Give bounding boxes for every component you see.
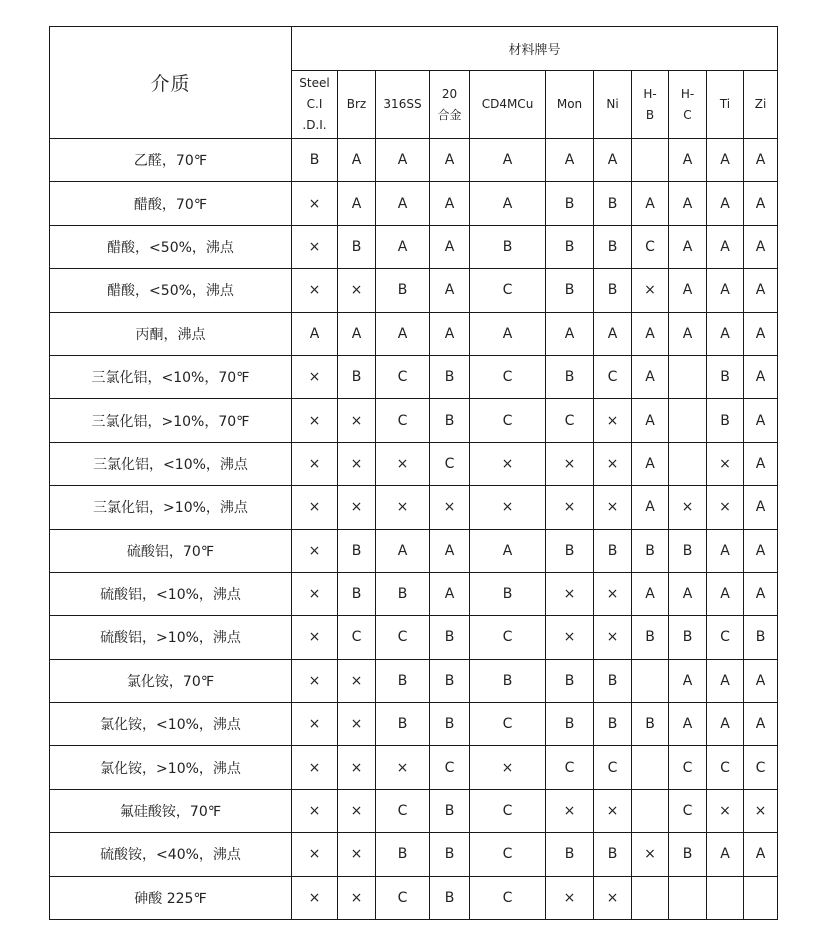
rating-cell: × bbox=[338, 789, 376, 832]
rating-cell: B bbox=[376, 659, 430, 702]
rating-cell: A bbox=[707, 703, 744, 746]
rating-cell: × bbox=[594, 876, 632, 919]
rating-cell: × bbox=[338, 876, 376, 919]
rating-cell: B bbox=[338, 572, 376, 615]
table-row bbox=[50, 789, 778, 832]
rating-cell: B bbox=[430, 703, 470, 746]
rating-cell: A bbox=[707, 572, 744, 615]
rating-cell: × bbox=[338, 746, 376, 789]
rating-cell: B bbox=[707, 355, 744, 398]
rating-cell: × bbox=[292, 225, 338, 268]
rating-cell: B bbox=[594, 269, 632, 312]
rating-cell: × bbox=[292, 355, 338, 398]
rating-cell: C bbox=[470, 833, 546, 876]
material-column-header bbox=[707, 71, 744, 139]
rating-cell: B bbox=[669, 616, 707, 659]
rating-cell bbox=[669, 442, 707, 485]
rating-cell: × bbox=[632, 269, 669, 312]
rating-cell: × bbox=[546, 486, 594, 529]
rating-cell: B bbox=[338, 529, 376, 572]
table-row bbox=[50, 572, 778, 615]
material-column-header-line: Mon bbox=[556, 97, 583, 111]
rating-cell: × bbox=[292, 746, 338, 789]
rating-cell: A bbox=[669, 312, 707, 355]
medium-cell: 氯化铵，>10%，沸点 bbox=[50, 746, 292, 789]
rating-cell: B bbox=[546, 703, 594, 746]
medium-column-header: 介质 bbox=[50, 27, 292, 139]
rating-cell: × bbox=[546, 876, 594, 919]
rating-cell: × bbox=[594, 789, 632, 832]
rating-cell: × bbox=[594, 616, 632, 659]
table-row bbox=[50, 876, 778, 919]
rating-cell: A bbox=[430, 139, 470, 182]
rating-cell: A bbox=[430, 269, 470, 312]
rating-cell: A bbox=[707, 312, 744, 355]
material-column-header-line: Steel bbox=[299, 76, 330, 90]
rating-cell: A bbox=[632, 399, 669, 442]
rating-cell bbox=[632, 659, 669, 702]
rating-cell: B bbox=[430, 789, 470, 832]
material-column-header-line: .D.I. bbox=[302, 118, 327, 132]
rating-cell: × bbox=[546, 572, 594, 615]
rating-cell: B bbox=[546, 269, 594, 312]
rating-cell: C bbox=[338, 616, 376, 659]
rating-cell: A bbox=[707, 139, 744, 182]
rating-cell: A bbox=[546, 139, 594, 182]
material-column-header bbox=[338, 71, 376, 139]
rating-cell: A bbox=[669, 703, 707, 746]
rating-cell: B bbox=[594, 703, 632, 746]
rating-cell: B bbox=[632, 529, 669, 572]
medium-cell: 硫酸铵，<40%，沸点 bbox=[50, 833, 292, 876]
rating-cell: B bbox=[594, 659, 632, 702]
material-column-header bbox=[594, 71, 632, 139]
table-row bbox=[50, 833, 778, 876]
rating-cell: B bbox=[546, 182, 594, 225]
rating-cell: B bbox=[292, 139, 338, 182]
rating-cell: C bbox=[470, 789, 546, 832]
material-column-header-line: Brz bbox=[346, 97, 367, 111]
rating-cell: × bbox=[292, 659, 338, 702]
rating-cell: B bbox=[744, 616, 778, 659]
rating-cell: C bbox=[594, 355, 632, 398]
medium-cell: 醋酸，<50%，沸点 bbox=[50, 269, 292, 312]
table-row bbox=[50, 529, 778, 572]
medium-cell: 砷酸 225℉ bbox=[50, 876, 292, 919]
rating-cell bbox=[632, 139, 669, 182]
rating-cell: × bbox=[546, 789, 594, 832]
rating-cell bbox=[744, 876, 778, 919]
rating-cell: C bbox=[376, 616, 430, 659]
rating-cell: × bbox=[594, 572, 632, 615]
rating-cell: × bbox=[292, 486, 338, 529]
rating-cell: B bbox=[669, 529, 707, 572]
rating-cell: B bbox=[632, 703, 669, 746]
rating-cell: A bbox=[744, 659, 778, 702]
table-row bbox=[50, 399, 778, 442]
rating-cell: B bbox=[430, 355, 470, 398]
rating-cell: A bbox=[430, 529, 470, 572]
rating-cell: B bbox=[594, 182, 632, 225]
rating-cell: A bbox=[669, 182, 707, 225]
rating-cell: C bbox=[744, 746, 778, 789]
rating-cell: A bbox=[430, 182, 470, 225]
rating-cell: A bbox=[744, 312, 778, 355]
rating-cell: B bbox=[338, 225, 376, 268]
rating-cell: B bbox=[470, 572, 546, 615]
rating-cell: × bbox=[292, 182, 338, 225]
rating-cell: A bbox=[744, 399, 778, 442]
rating-cell: × bbox=[338, 486, 376, 529]
rating-cell: A bbox=[470, 312, 546, 355]
rating-cell: B bbox=[338, 355, 376, 398]
rating-cell: B bbox=[594, 225, 632, 268]
medium-cell: 乙醛，70℉ bbox=[50, 139, 292, 182]
rating-cell: × bbox=[338, 833, 376, 876]
rating-cell: A bbox=[632, 486, 669, 529]
table-row bbox=[50, 659, 778, 702]
rating-cell: × bbox=[470, 442, 546, 485]
rating-cell: B bbox=[376, 269, 430, 312]
rating-cell: × bbox=[546, 616, 594, 659]
rating-cell: B bbox=[546, 225, 594, 268]
rating-cell: A bbox=[744, 529, 778, 572]
rating-cell: × bbox=[292, 833, 338, 876]
rating-cell: A bbox=[338, 312, 376, 355]
rating-cell: B bbox=[594, 833, 632, 876]
rating-cell: × bbox=[338, 269, 376, 312]
medium-cell: 丙酮，沸点 bbox=[50, 312, 292, 355]
medium-cell: 硫酸铝，<10%，沸点 bbox=[50, 572, 292, 615]
material-compatibility-table bbox=[49, 26, 778, 920]
medium-cell: 氯化铵，70℉ bbox=[50, 659, 292, 702]
table-row bbox=[50, 312, 778, 355]
rating-cell: A bbox=[632, 312, 669, 355]
medium-cell: 三氯化铝，>10%，沸点 bbox=[50, 486, 292, 529]
rating-cell: B bbox=[470, 659, 546, 702]
rating-cell: C bbox=[470, 616, 546, 659]
rating-cell: A bbox=[744, 703, 778, 746]
rating-cell: × bbox=[376, 442, 430, 485]
rating-cell: × bbox=[292, 789, 338, 832]
rating-cell: C bbox=[376, 399, 430, 442]
material-column-header-line: H- bbox=[680, 86, 695, 101]
rating-cell: A bbox=[669, 139, 707, 182]
rating-cell: A bbox=[470, 529, 546, 572]
rating-cell: A bbox=[707, 833, 744, 876]
material-column-header-line: 20 bbox=[441, 86, 458, 101]
rating-cell: C bbox=[376, 355, 430, 398]
rating-cell: A bbox=[376, 139, 430, 182]
rating-cell bbox=[632, 876, 669, 919]
rating-cell: × bbox=[744, 789, 778, 832]
material-column-header-line: 合金 bbox=[437, 107, 462, 122]
medium-cell: 氯化铵，<10%，沸点 bbox=[50, 703, 292, 746]
rating-cell: A bbox=[744, 442, 778, 485]
rating-cell: C bbox=[470, 355, 546, 398]
rating-cell: A bbox=[707, 225, 744, 268]
rating-cell: × bbox=[338, 442, 376, 485]
rating-cell: C bbox=[470, 876, 546, 919]
rating-cell: B bbox=[376, 703, 430, 746]
rating-cell: C bbox=[594, 746, 632, 789]
rating-cell: A bbox=[470, 139, 546, 182]
material-grade-group-header: 材料牌号 bbox=[292, 27, 778, 71]
medium-cell: 三氯化铝，<10%，70℉ bbox=[50, 355, 292, 398]
rating-cell: × bbox=[707, 789, 744, 832]
rating-cell: C bbox=[470, 269, 546, 312]
table-header bbox=[50, 27, 778, 139]
rating-cell: C bbox=[430, 442, 470, 485]
rating-cell: A bbox=[632, 182, 669, 225]
rating-cell: × bbox=[292, 572, 338, 615]
material-column-header bbox=[430, 71, 470, 139]
rating-cell: B bbox=[546, 833, 594, 876]
rating-cell: A bbox=[376, 312, 430, 355]
rating-cell: A bbox=[546, 312, 594, 355]
medium-cell: 三氯化铝，<10%，沸点 bbox=[50, 442, 292, 485]
rating-cell: × bbox=[292, 442, 338, 485]
rating-cell: × bbox=[594, 399, 632, 442]
rating-cell: B bbox=[376, 833, 430, 876]
rating-cell: A bbox=[376, 225, 430, 268]
rating-cell: B bbox=[430, 833, 470, 876]
table-row bbox=[50, 269, 778, 312]
rating-cell: × bbox=[707, 442, 744, 485]
rating-cell: A bbox=[594, 312, 632, 355]
rating-cell bbox=[669, 399, 707, 442]
material-column-header bbox=[546, 71, 594, 139]
material-column-header bbox=[669, 71, 707, 139]
rating-cell: × bbox=[546, 442, 594, 485]
table-row bbox=[50, 442, 778, 485]
rating-cell: B bbox=[594, 529, 632, 572]
rating-cell: × bbox=[292, 399, 338, 442]
rating-cell: × bbox=[470, 746, 546, 789]
rating-cell: A bbox=[744, 833, 778, 876]
medium-cell: 醋酸，70℉ bbox=[50, 182, 292, 225]
rating-cell: × bbox=[707, 486, 744, 529]
rating-cell: A bbox=[632, 355, 669, 398]
rating-cell: A bbox=[632, 442, 669, 485]
table-row bbox=[50, 746, 778, 789]
rating-cell: B bbox=[376, 572, 430, 615]
rating-cell: A bbox=[744, 182, 778, 225]
rating-cell: B bbox=[669, 833, 707, 876]
medium-cell: 硫酸铝，>10%，沸点 bbox=[50, 616, 292, 659]
rating-cell: C bbox=[632, 225, 669, 268]
rating-cell: A bbox=[669, 659, 707, 702]
rating-cell: C bbox=[669, 789, 707, 832]
rating-cell: B bbox=[430, 659, 470, 702]
rating-cell: A bbox=[376, 529, 430, 572]
rating-cell: × bbox=[292, 529, 338, 572]
medium-cell: 三氯化铝，>10%，70℉ bbox=[50, 399, 292, 442]
rating-cell: × bbox=[594, 486, 632, 529]
rating-cell: A bbox=[338, 139, 376, 182]
rating-cell: A bbox=[430, 572, 470, 615]
rating-cell: × bbox=[292, 876, 338, 919]
rating-cell: C bbox=[707, 746, 744, 789]
material-column-header bbox=[292, 71, 338, 139]
rating-cell: × bbox=[376, 486, 430, 529]
rating-cell: A bbox=[744, 355, 778, 398]
rating-cell: A bbox=[292, 312, 338, 355]
rating-cell: A bbox=[594, 139, 632, 182]
rating-cell: B bbox=[430, 616, 470, 659]
rating-cell: × bbox=[292, 616, 338, 659]
rating-cell: A bbox=[338, 182, 376, 225]
material-column-header-line: C bbox=[683, 107, 692, 122]
rating-cell: A bbox=[707, 182, 744, 225]
rating-cell: C bbox=[707, 616, 744, 659]
table-row bbox=[50, 182, 778, 225]
rating-cell: A bbox=[744, 269, 778, 312]
rating-cell bbox=[632, 789, 669, 832]
rating-cell: A bbox=[669, 572, 707, 615]
table-row bbox=[50, 355, 778, 398]
medium-cell: 硫酸铝，70℉ bbox=[50, 529, 292, 572]
rating-cell: A bbox=[470, 182, 546, 225]
material-column-header-line: CD4MCu bbox=[481, 97, 534, 111]
table-row bbox=[50, 703, 778, 746]
rating-cell: A bbox=[744, 572, 778, 615]
rating-cell: C bbox=[430, 746, 470, 789]
material-column-header-line: Ni bbox=[606, 97, 619, 111]
rating-cell: C bbox=[546, 399, 594, 442]
rating-cell: C bbox=[470, 399, 546, 442]
rating-cell: A bbox=[707, 269, 744, 312]
rating-cell: B bbox=[632, 616, 669, 659]
table-row bbox=[50, 486, 778, 529]
material-column-header bbox=[744, 71, 778, 139]
material-column-header-line: B bbox=[645, 107, 655, 122]
rating-cell: × bbox=[430, 486, 470, 529]
rating-cell: A bbox=[376, 182, 430, 225]
table-body bbox=[50, 139, 778, 920]
rating-cell: C bbox=[470, 703, 546, 746]
rating-cell: A bbox=[669, 269, 707, 312]
table-row bbox=[50, 139, 778, 182]
table-row bbox=[50, 616, 778, 659]
medium-cell: 醋酸，<50%，沸点 bbox=[50, 225, 292, 268]
rating-cell: B bbox=[430, 399, 470, 442]
rating-cell: A bbox=[744, 486, 778, 529]
rating-cell: A bbox=[744, 225, 778, 268]
rating-cell: × bbox=[338, 659, 376, 702]
rating-cell: × bbox=[594, 442, 632, 485]
rating-cell: × bbox=[292, 703, 338, 746]
material-column-header-line: 316SS bbox=[383, 97, 422, 111]
rating-cell: × bbox=[632, 833, 669, 876]
rating-cell: A bbox=[430, 225, 470, 268]
rating-cell bbox=[632, 746, 669, 789]
material-column-header bbox=[632, 71, 669, 139]
rating-cell: B bbox=[546, 355, 594, 398]
rating-cell: × bbox=[292, 269, 338, 312]
rating-cell: B bbox=[546, 529, 594, 572]
material-column-header-line: C.I bbox=[306, 97, 323, 111]
rating-cell: A bbox=[707, 659, 744, 702]
rating-cell: × bbox=[669, 486, 707, 529]
rating-cell bbox=[669, 355, 707, 398]
rating-cell: A bbox=[632, 572, 669, 615]
rating-cell: B bbox=[707, 399, 744, 442]
rating-cell: A bbox=[430, 312, 470, 355]
rating-cell: A bbox=[669, 225, 707, 268]
material-column-header bbox=[470, 71, 546, 139]
rating-cell bbox=[707, 876, 744, 919]
rating-cell: B bbox=[430, 876, 470, 919]
rating-cell: A bbox=[707, 529, 744, 572]
rating-cell: × bbox=[338, 703, 376, 746]
rating-cell: A bbox=[744, 139, 778, 182]
material-column-header-line: Ti bbox=[719, 97, 731, 111]
rating-cell: × bbox=[470, 486, 546, 529]
rating-cell: × bbox=[376, 746, 430, 789]
rating-cell: C bbox=[669, 746, 707, 789]
rating-cell bbox=[669, 876, 707, 919]
rating-cell: C bbox=[376, 876, 430, 919]
material-column-header-line: Zi bbox=[754, 97, 767, 111]
rating-cell: B bbox=[546, 659, 594, 702]
material-column-header bbox=[376, 71, 430, 139]
medium-cell: 氟硅酸铵，70℉ bbox=[50, 789, 292, 832]
rating-cell: C bbox=[376, 789, 430, 832]
rating-cell: C bbox=[546, 746, 594, 789]
rating-cell: B bbox=[470, 225, 546, 268]
table-row bbox=[50, 225, 778, 268]
material-column-header-line: H- bbox=[643, 86, 657, 101]
rating-cell: × bbox=[338, 399, 376, 442]
